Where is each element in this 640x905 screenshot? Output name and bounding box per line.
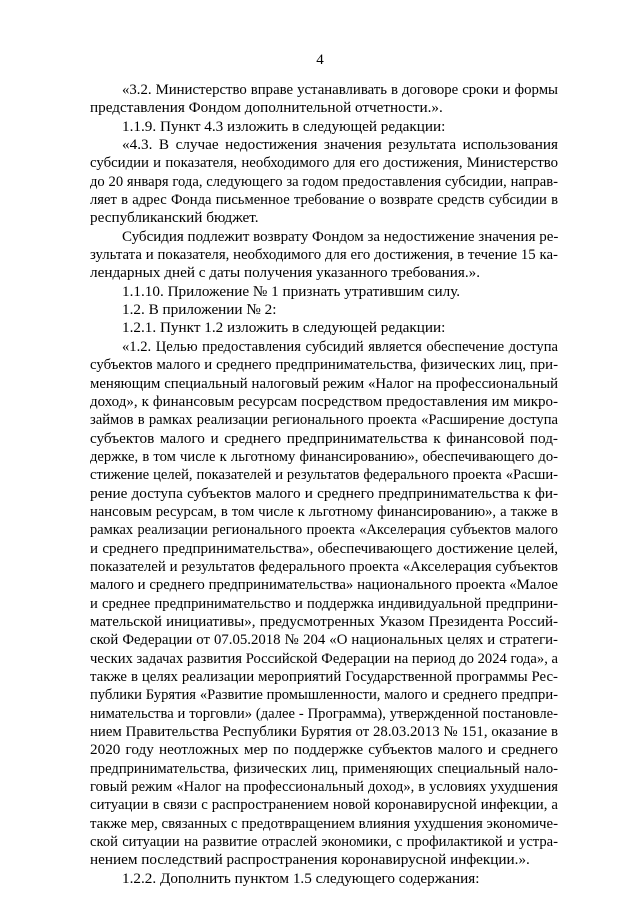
text-line: ляет в адрес Фонда письменное требование о возврате средств субсидии в [90, 192, 558, 209]
text-line: ской Федерации от 07.05.2018 № 204 «О национальных целях и стратеги- [90, 632, 558, 649]
text-line: лендарных дней с даты получения указанного требования.». [90, 264, 481, 282]
text-line: рение доступа субъектов малого и среднего предпринимательства к фи- [90, 484, 558, 502]
text-line: малого и среднего предпринимательства» национального проекта «Малое [90, 577, 558, 594]
text-line: говый режим «Налог на профессиональный доход», в условиях ухудшения [90, 779, 558, 796]
text-line: «3.2. Министерство вправе устанавливать в договоре сроки и формы [122, 82, 558, 98]
text-line: займов в рамках реализации регионального проекта «Расширение доступа [90, 412, 558, 429]
text-line: субъектов малого и среднего предпринимательства к финансовой под- [90, 429, 558, 447]
text-line: Субсидия подлежит возврату Фондом за недостижение значения ре- [122, 228, 559, 245]
text-line: до 20 января года, следующего за годом предоставления субсидии, направ- [90, 173, 558, 190]
text-line: нимательства и торговли» (далее - Программа), утвержденной постановле- [90, 705, 558, 722]
text-line: 1.1.10. Приложение № 1 признать утратившим силу. [122, 282, 461, 300]
text-line: 1.1.9. Пункт 4.3 изложить в следующей редакции: [122, 117, 446, 135]
text-line: мательской инициативы», предусмотренных Указом Президента Россий- [90, 613, 558, 630]
text-line: субъектов малого и среднего предпринимательства, физических лиц, при- [90, 357, 558, 374]
text-line: также мер, связанных с предотвращением влияния ухудшения экономиче- [90, 815, 558, 832]
text-line: нансовым ресурсам, в том числе к льготному финансированию», а также в [90, 503, 558, 520]
text-line: ситуации в связи с распространением новой коронавирусной инфекции, а [90, 797, 558, 814]
text-line: держке, в том числе к льготному финансированию», обеспечивающего до- [90, 448, 558, 465]
text-line: меняющим специальный налоговый режим «Налог на профессиональный [90, 375, 558, 392]
document-body [90, 81, 558, 888]
page-number: 4 [316, 52, 324, 68]
text-line: публики Бурятия «Развитие промышленности, малого и среднего предпри- [90, 687, 558, 704]
text-line: предпринимательства, физических лиц, применяющих специальный нало- [90, 760, 558, 777]
text-line: и среднего предпринимательства», обеспечивающего достижение целей, [90, 540, 558, 557]
text-line: 1.2.1. Пункт 1.2 изложить в следующей редакции: [122, 319, 446, 337]
text-line: субсидии и показателя, необходимого для его достижения, Министерство [90, 155, 558, 172]
text-line: ческих задачах развития Российской Федерации на период до 2024 года», а [90, 650, 558, 667]
text-line: стижение целей, показателей и результатов федерального проекта «Расши- [90, 467, 558, 484]
text-line: 1.2. В приложении № 2: [122, 301, 277, 319]
text-line: ской ситуации на развитие отраслей экономики, с профилактикой и устра- [90, 834, 558, 851]
text-line: рамках реализации регионального проекта «Акселерация субъектов малого [90, 522, 558, 539]
text-line: и среднее предпринимательство и поддержка индивидуальной предприни- [90, 595, 558, 612]
text-line: 2020 году неотложных мер по поддержке субъектов малого и среднего [90, 741, 558, 759]
text-line: «1.2. Целью предоставления субсидий является обеспечение доступа [122, 338, 558, 355]
text-line: также в целях реализации мероприятий Государственной программы Рес- [90, 669, 558, 685]
text-line: показателей и результатов федерального проекта «Акселерация субъектов [90, 558, 558, 575]
text-line: 1.2.2. Дополнить пунктом 1.5 следующего содержания: [122, 869, 480, 887]
text-line: республиканский бюджет. [90, 209, 259, 227]
text-line: зультата и показателя, необходимого для его достижения, в течение 15 ка- [90, 247, 558, 264]
text-line: доход», к финансовым ресурсам посредством предоставления им микро- [90, 393, 558, 410]
text-line: представления Фондом дополнительной отчетности.». [90, 99, 443, 117]
text-line: нием Правительства Республики Бурятия от 28.03.2013 № 151, оказание в [90, 724, 558, 741]
text-line: «4.3. В случае недостижения значения результата использования [122, 136, 558, 154]
text-line: нением последствий распространения коронавирусной инфекции.». [90, 851, 530, 869]
